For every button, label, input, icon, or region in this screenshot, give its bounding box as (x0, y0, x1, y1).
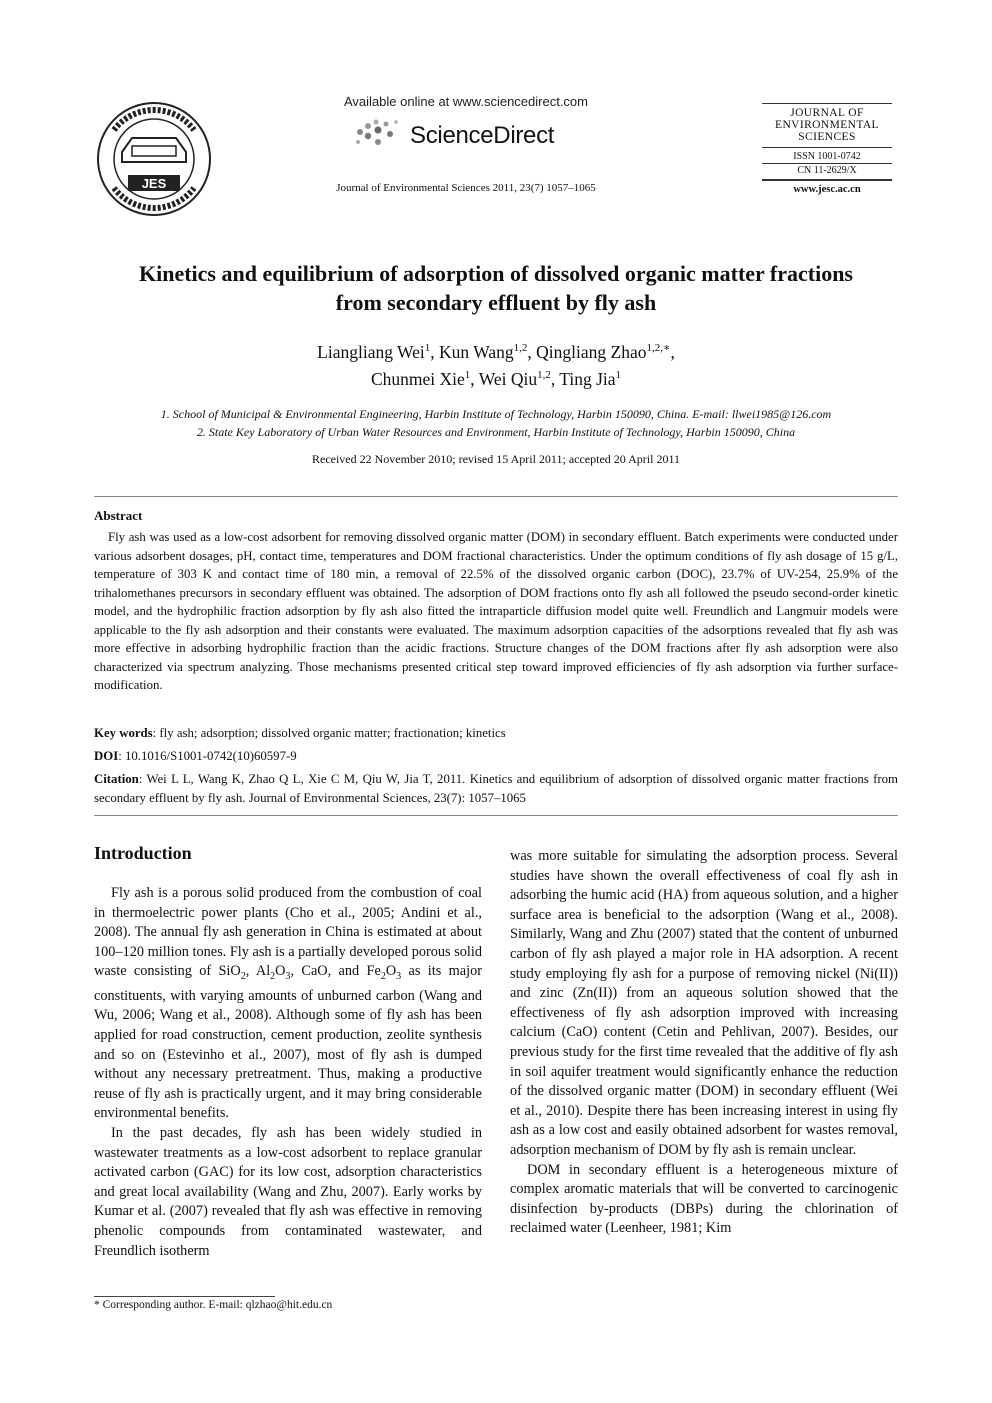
author-name: Wei Qiu (478, 368, 538, 389)
sciencedirect-wordmark: ScienceDirect (410, 122, 555, 149)
author-affil-mark: 1,2 (537, 368, 551, 381)
abstract-heading: Abstract (94, 508, 143, 523)
keywords-label: Key words (94, 726, 153, 740)
affiliation-2: 2. State Key Laboratory of Urban Water Resources and Environment, Harbin Institute of Technology, Harbin 150090, China (196, 425, 796, 439)
doi-text: : 10.1016/S1001-0742(10)60597-9 (118, 749, 297, 763)
author-sep: , (430, 341, 440, 362)
footnote-rule (94, 1296, 275, 1297)
keywords-text: : fly ash; adsorption; dissolved organic matter; fractionation; kinetics (152, 726, 506, 740)
affiliations (92, 405, 900, 441)
available-online-text: Available online at www.sciencedirect.com (344, 94, 588, 109)
author-name: Kun Wang (439, 341, 514, 362)
jes-line1: JOURNAL OF (790, 107, 864, 119)
author-affil-mark: 1,2 (513, 342, 528, 354)
text-run: Fly ash is a porous solid produced from the combustion of coal in thermoelectric power plants (Cho et al., 2005; Andini et al., 2008). The annual fly ash generation in China is estimated at about 100–120 million tones. Fly ash is a partially developed porous solid waste consisting of SiO (94, 885, 482, 980)
citation-label: Citation (94, 772, 139, 786)
author-affil-mark: 1,2,∗ (646, 342, 671, 354)
jes-masthead (762, 100, 892, 196)
subscript: 2 (240, 971, 246, 983)
author-sep: , (670, 341, 675, 362)
jes-seal-logo (92, 100, 218, 218)
corresponding-author-footnote: * Corresponding author. E-mail: qlzhao@hit.edu.cn (94, 1299, 333, 1311)
author-line-2 (92, 364, 900, 391)
doi-label: DOI (94, 749, 119, 763)
svg-text:JES: JES (141, 176, 167, 191)
subscript: 2 (270, 971, 276, 983)
author-sep: , (470, 368, 479, 389)
intro-paragraph-3: was more suitable for simulating the adsorption process. Several studies have shown the overall effectiveness of coal fly ash in adsorbing the humic acid (HA) from aqueous solution, and a higher surface area is beneficial to the adsorption (Wang et al., 2008). Similarly, Wang and Zhu (2007) stated that the content of unburned carbon of fly ash played a major role in HA adsorption. A recent study employing fly ash for a purpose of removing nickel (Ni(II)) and zinc (Zn(II)) from an aqueous solution showed that the effectiveness of fly ash adsorption improved with increasing calcium (CaO) content (Cetin and Pehlivan, 2007). Besides, our previous study for the first time revealed that the additive of fly ash in soil aquifer treatment would significantly enhance the reduction of the dissolved organic matter (DOM) in secondary effluent (Wei et al., 2010). Despite there has been increasing interest in using fly ash as a low cost and easily obtained adsorbent for wastes removal, adsorption mechanism of DOM by fly ash is remain unclear. (510, 848, 898, 1158)
keywords (94, 724, 898, 743)
affiliation-1: 1. School of Municipal & Environmental Engineering, Harbin Institute of Technology, Harbin 150090, China. E-mail: llwei1985@126.com (160, 407, 832, 421)
jes-cn: CN 11-2629/X (797, 165, 857, 176)
left-column (94, 884, 482, 1261)
subscript: 2 (380, 971, 386, 983)
divider-bottom (94, 815, 898, 816)
journal-citation-line: Journal of Environmental Sciences 2011, 23(7) 1057–1065 (336, 182, 596, 194)
text-run: , CaO, and Fe (290, 963, 381, 980)
author-line-1 (92, 337, 900, 364)
section-heading-introduction: Introduction (94, 843, 192, 863)
author-name: Ting Jia (559, 368, 616, 389)
author-affil-mark: 1 (424, 342, 431, 354)
doi (94, 747, 898, 766)
paper-title (92, 259, 900, 317)
jes-line2: ENVIRONMENTAL (775, 119, 879, 131)
jes-issn: ISSN 1001-0742 (793, 151, 861, 162)
title-line-1: Kinetics and equilibrium of adsorption of dissolved organic matter fractions (139, 261, 853, 286)
text-run: as its major constituents, with varying amounts of unburned carbon (Wang and Wu, 2006; Wang et al., 2008). Although some of fly ash has been applied for road construction, cement production, zeolite synthesis and so on (Estevinho et al., 2007), most of fly ash is dumped without any necessary pretreatment. Thus, making a productive reuse of fly ash is practically urgent, and it may bring considerable environmental benefits. (94, 963, 482, 1122)
jes-line3: SCIENCES (798, 131, 856, 143)
text-run: O (385, 963, 397, 980)
subscript: 3 (396, 971, 402, 983)
author-list (92, 337, 900, 391)
abstract-text: Fly ash was used as a low-cost adsorbent for removing dissolved organic matter (DOM) in secondary effluent. Batch experiments were conducted under various adsorbent dosages, pH, contact time, temperatures and DOM fractional characteristics. Under the optimum conditions of fly ash dosage of 15 g/L, temperature of 303 K and contact time of 180 min, a removal of 22.5% of the dissolved organic carbon (DOC), 23.7% of UV-254, 25.9% of the trihalomethanes precursors in secondary effluent was obtained. The adsorption of DOM fractions onto fly ash all followed the pseudo second-order kinetic model, and the hydrophilic fraction adsorption by fly ash also fitted the intraparticle diffusion model quite well. Freundlich and Langmuir models were applicable to the fly ash adsorption and their constants were evaluated. The maximum adsorption capacities of the adsorptions revealed that fly ash was more effective in adsorbing hydrophilic fraction than the acidic fractions. Structure changes of the DOM fractions after fly ash adsorption were also characterized via spectrum analyzing. Those mechanisms presented critical step toward improved efficiencies of fly ash adsorption via further surface-modification. (94, 530, 898, 692)
author-name: Qingliang Zhao (536, 341, 647, 362)
subscript: 3 (285, 971, 291, 983)
right-column (510, 847, 898, 1239)
text-run: O (275, 963, 286, 980)
intro-paragraph-1 (94, 884, 482, 1124)
author-name: Liangliang Wei (317, 341, 425, 362)
citation (94, 770, 898, 807)
author-affil-mark: 1 (464, 368, 471, 381)
citation-text: : Wei L L, Wang K, Zhao Q L, Xie C M, Qiu W, Jia T, 2011. Kinetics and equilibrium of adsorption of dissolved organic matter fractions from secondary effluent by fly ash. Journal of Environmental Sciences, 23(7): 1057–1065 (94, 772, 898, 805)
divider-top (94, 496, 898, 497)
author-sep: , (527, 341, 537, 362)
author-name: Chunmei Xie (370, 368, 465, 389)
title-line-2: from secondary effluent by fly ash (335, 290, 657, 315)
jes-url: www.jesc.ac.cn (793, 184, 861, 195)
text-run: , Al (245, 963, 271, 980)
intro-paragraph-4: DOM in secondary effluent is a heterogeneous mixture of complex aromatic materials that will be converted to carcinogenic disinfection by-products (DBPs) during the chlorination of reclaimed water (Leenheer, 1981; Kim (510, 1161, 898, 1237)
author-sep: , (550, 368, 560, 389)
received-dates: Received 22 November 2010; revised 15 April 2011; accepted 20 April 2011 (311, 452, 681, 466)
author-affil-mark: 1 (615, 368, 622, 381)
intro-paragraph-2: In the past decades, fly ash has been widely studied in wastewater treatments as a low-cost adsorbent to replace granular activated carbon (GAC) for its low cost, adsorption characteristics and great local availability (Wang and Zhu, 2007). Early works by Kumar et al. (2007) revealed that fly ash was effective in removing phenolic compounds from contaminated wastewater, and Freundlich isotherm (94, 1124, 482, 1259)
